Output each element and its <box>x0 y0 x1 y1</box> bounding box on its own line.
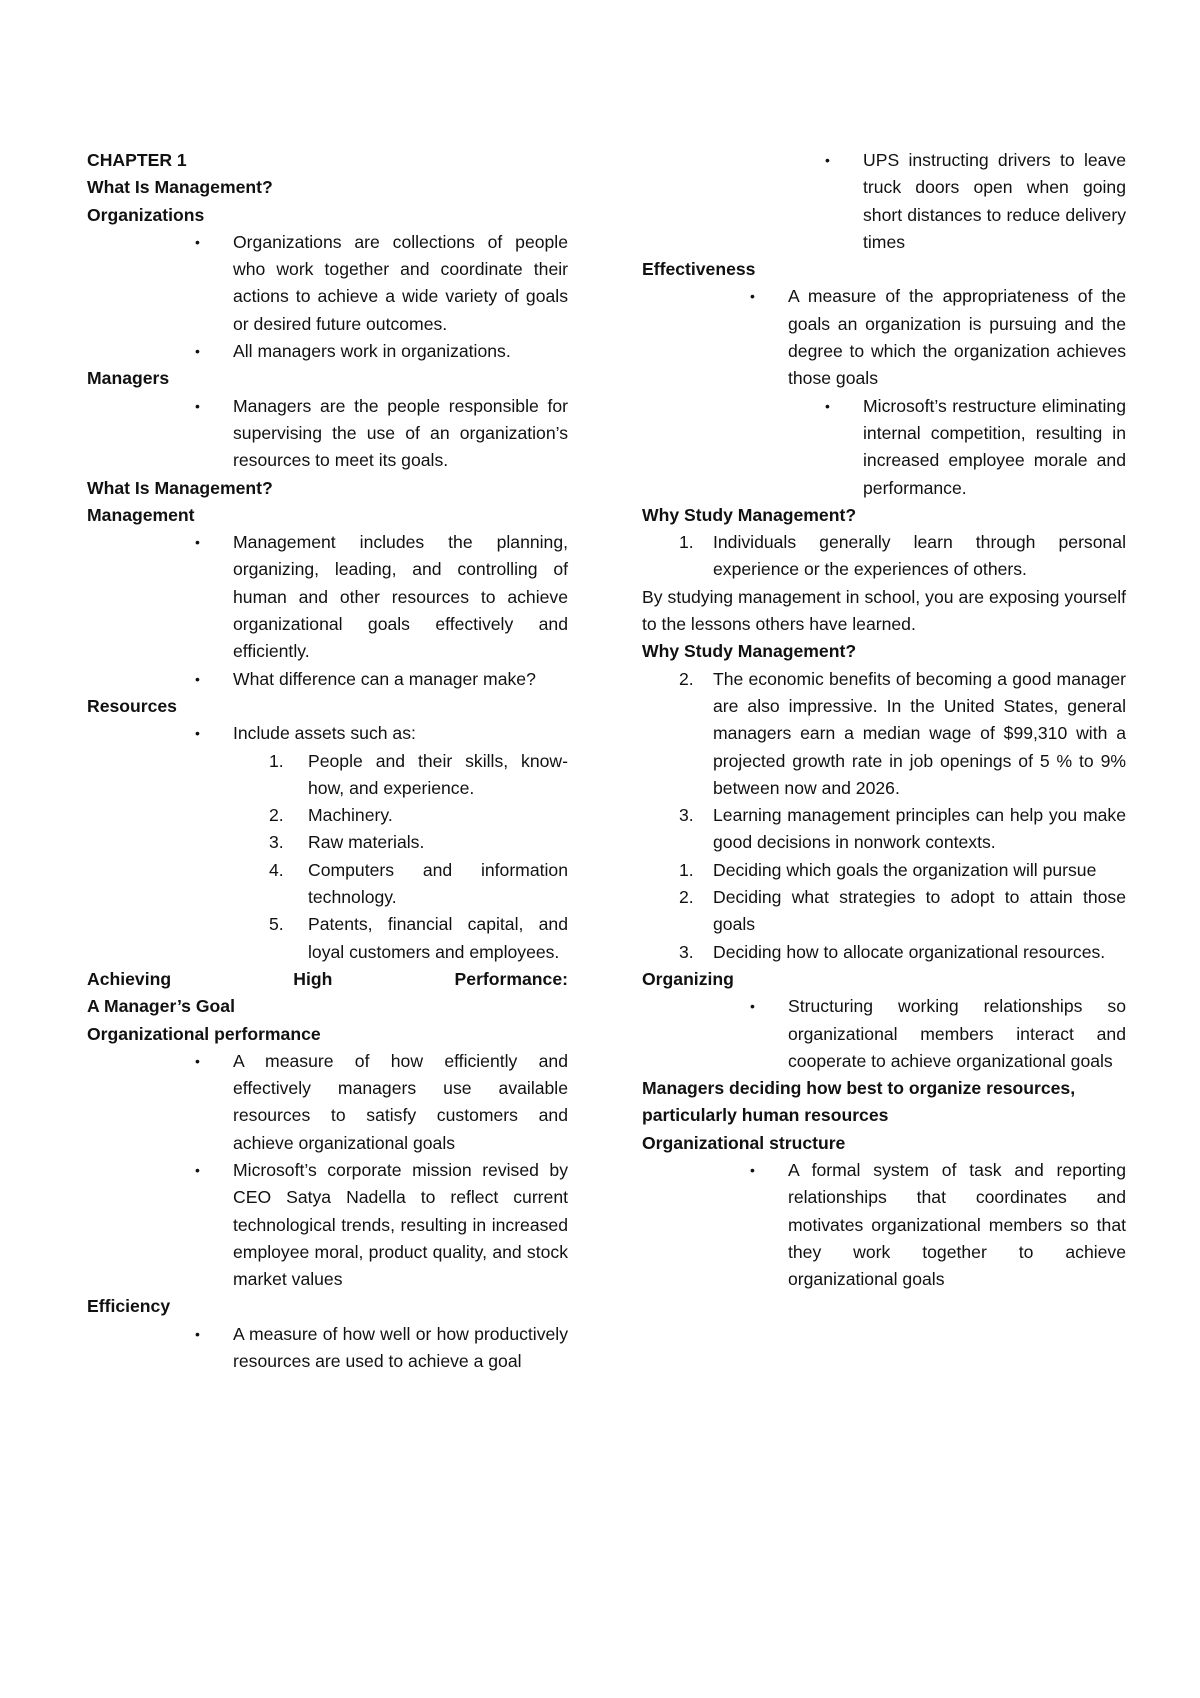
heading-why-study-management: Why Study Management? <box>642 641 857 662</box>
numbered-item: 5. Patents, financial capital, and loyal customers and employees. <box>269 914 568 962</box>
numbered-item: 2. Deciding what strategies to adopt to attain those goals <box>679 887 1126 935</box>
heading-efficiency: Efficiency <box>87 1296 171 1317</box>
heading-resources: Resources <box>87 695 177 716</box>
heading-organizing: Organizing <box>642 968 734 989</box>
right-column <box>642 147 1126 1293</box>
bullet-item: • A measure of the appropriateness of the goals an organization is pursuing and the degree to which the organization achieves those goals <box>642 283 1126 392</box>
heading-effectiveness: Effectiveness <box>642 259 756 280</box>
bullet-item: • Microsoft’s corporate mission revised by CEO Satya Nadella to reflect current technological trends, resulting in increased employee moral, product quality, and stock market values <box>87 1157 568 1293</box>
bullet-item: • Structuring working relationships so organizational members interact and cooperate to achieve organizational goals <box>642 993 1126 1075</box>
heading-what-is-management: What Is Management? <box>87 177 273 198</box>
heading-organizations: Organizations <box>87 204 205 225</box>
sub-bullet-item: • UPS instructing drivers to leave truck doors open when going short distances to reduce delivery times <box>642 147 1126 256</box>
heading-managers-goal: A Manager’s Goal <box>87 996 235 1017</box>
bullet-item: • Managers are the people responsible for supervising the use of an organization’s resources to meet its goals. <box>87 393 568 475</box>
bullet-item: • A measure of how well or how productively resources are used to achieve a goal <box>87 1321 568 1376</box>
sub-bullet-item: • Microsoft’s restructure eliminating internal competition, resulting in increased employee morale and performance. <box>642 393 1126 502</box>
bullet-item: • Organizations are collections of people who work together and coordinate their actions to achieve a wide variety of goals or desired future outcomes. <box>87 229 568 338</box>
numbered-item: 3. Deciding how to allocate organizational resources. <box>679 941 1106 962</box>
paragraph-studying: By studying management in school, you are exposing yourself to the lessons others have learned. <box>642 586 1126 635</box>
bullet-item: • A formal system of task and reporting relationships that coordinates and motivates organizational members so that they work together to achieve organizational goals <box>642 1157 1126 1293</box>
bullet-item: • Management includes the planning, organizing, leading, and controlling of human and other resources to achieve organizational goals effectively and efficiently. <box>87 529 568 665</box>
chapter-title: CHAPTER 1 <box>87 150 187 170</box>
heading-managers: Managers <box>87 368 170 389</box>
bullet-item: • Include assets such as: <box>87 720 568 747</box>
heading-what-is-management: What Is Management? <box>87 477 273 498</box>
numbered-item: 2. The economic benefits of becoming a good manager are also impressive. In the United States, general managers earn a median wage of $99,310 with a projected growth rate in job openings of 5 % to 9% between now and 2026. <box>679 668 1126 798</box>
bullet-item: • What difference can a manager make? <box>87 666 568 693</box>
heading-organizational-structure: Organizational structure <box>642 1132 846 1153</box>
numbered-item: 1. Individuals generally learn through personal experience or the experiences of others. <box>679 532 1126 580</box>
heading-why-study-management: Why Study Management? <box>642 504 857 525</box>
numbered-item: 2. Machinery. <box>269 805 393 826</box>
numbered-item: 4. Computers and information technology. <box>269 859 568 908</box>
heading-achieving-high-performance: Achieving High Performance: <box>87 968 568 989</box>
heading-managers-deciding: Managers deciding how best to organize resources, particularly human resources <box>642 1078 1076 1126</box>
numbered-item: 1. Deciding which goals the organization will pursue <box>679 859 1097 880</box>
numbered-item: 3. Raw materials. <box>269 832 425 853</box>
heading-management: Management <box>87 504 195 525</box>
bullet-item: • A measure of how efficiently and effectively managers use available resources to satisfy customers and achieve organizational goals <box>87 1048 568 1157</box>
numbered-item: 1. People and their skills, know-how, and experience. <box>269 750 568 798</box>
heading-organizational-performance: Organizational performance <box>87 1023 321 1044</box>
bullet-item: • All managers work in organizations. <box>87 338 568 365</box>
left-column <box>87 147 568 1375</box>
numbered-item: 3. Learning management principles can help you make good decisions in nonwork contexts. <box>679 805 1126 853</box>
